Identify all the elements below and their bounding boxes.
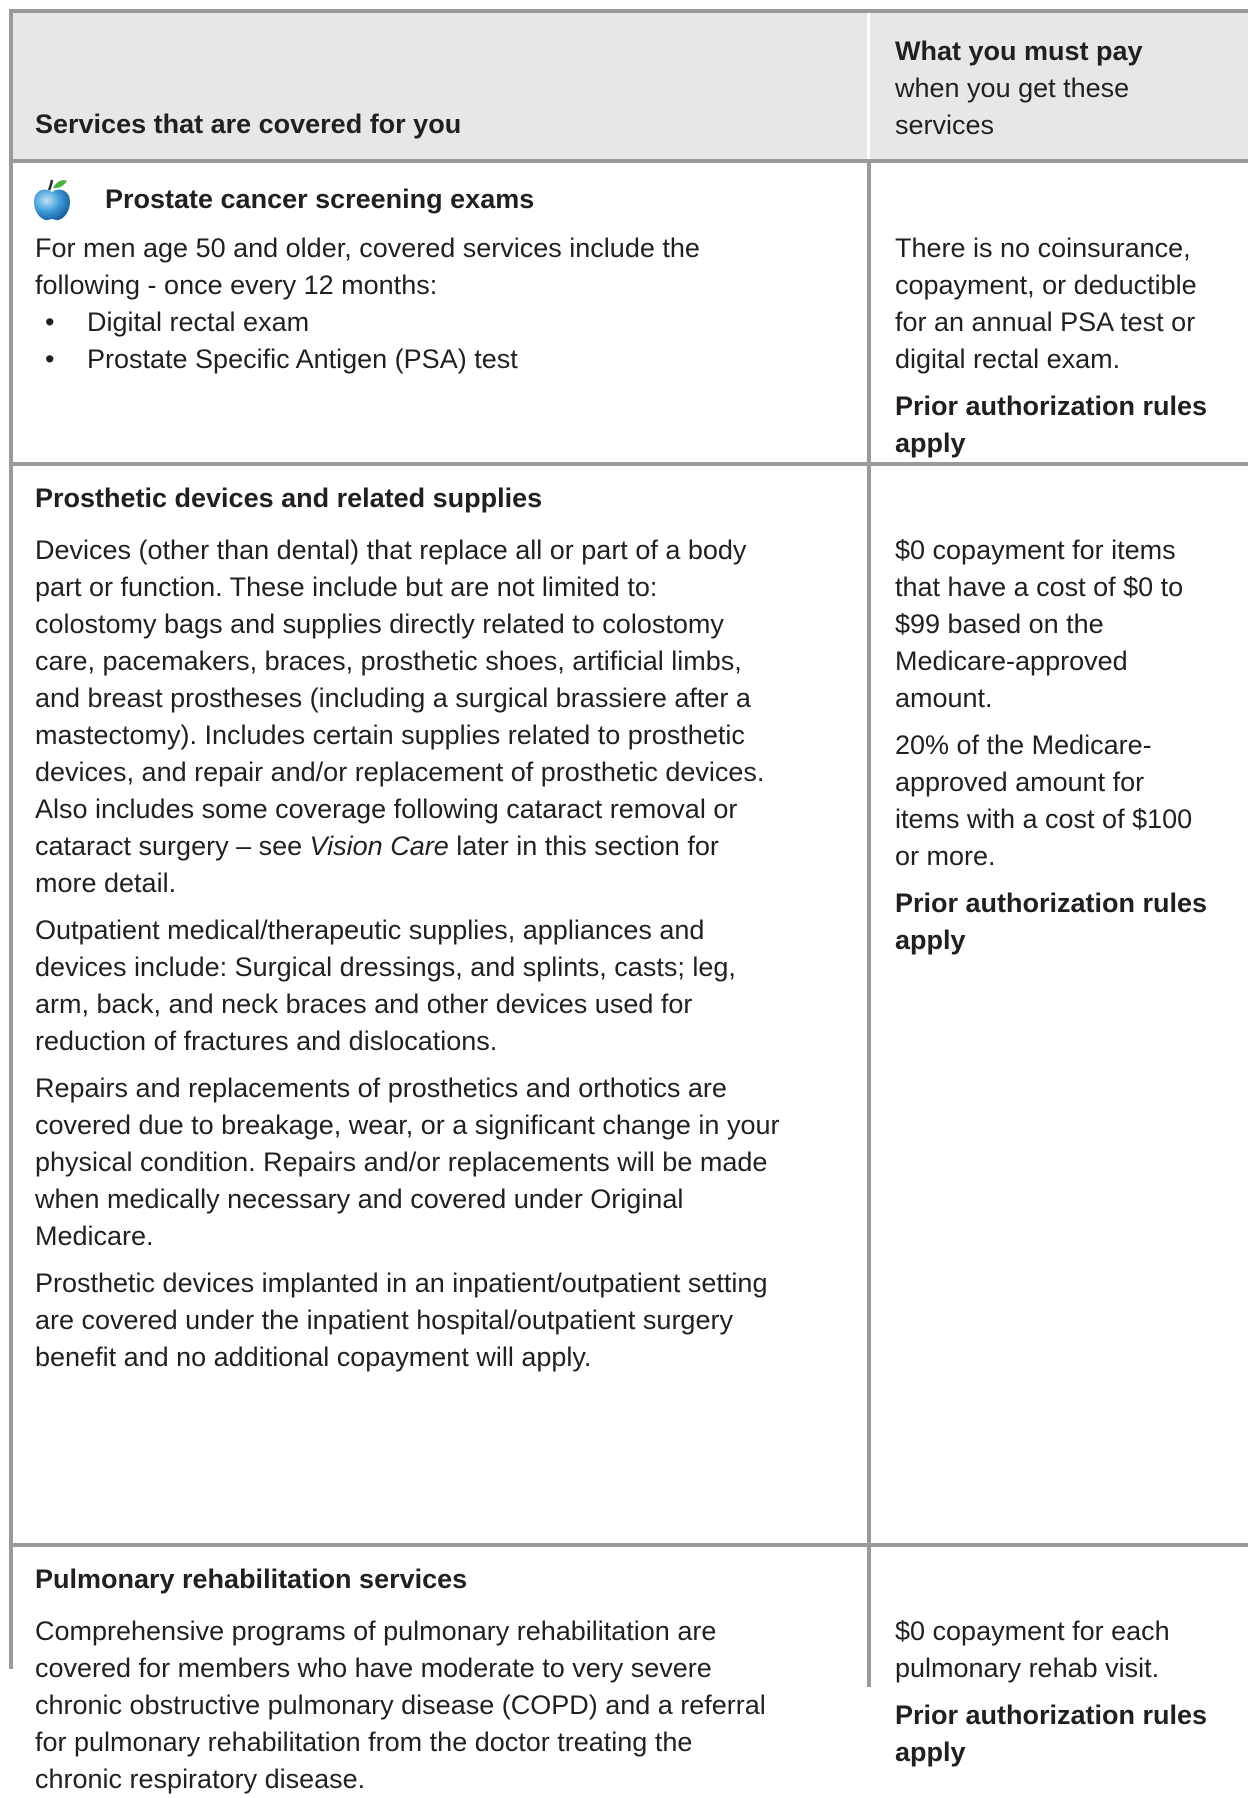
list-item: • Digital rectal exam <box>35 304 855 341</box>
text-line: Devices (other than dental) that replace all or part of a body <box>35 535 747 565</box>
pulmonary-payment <box>895 1613 1240 1771</box>
text-line: chronic obstructive pulmonary disease (COPD) and a referral <box>35 1690 766 1720</box>
prosthetic-paragraph-4 <box>35 1265 855 1376</box>
text-line: Outpatient medical/therapeutic supplies, appliances and <box>35 915 705 945</box>
prosthetic-title: Prosthetic devices and related supplies <box>35 483 543 513</box>
text-fragment: cataract surgery – see <box>35 831 310 861</box>
vision-care-reference: Vision Care <box>309 831 449 861</box>
prostate-auth-line1: Prior authorization rules <box>895 391 1208 421</box>
text-fragment: later in this section for <box>448 831 719 861</box>
text-line: Prosthetic devices implanted in an inpatient/outpatient setting <box>35 1268 768 1298</box>
text-line: covered for members who have moderate to very severe <box>35 1653 712 1683</box>
prosthetic-auth-line1: Prior authorization rules <box>895 888 1208 918</box>
prostate-intro-line1: For men age 50 and older, covered services include the <box>35 233 700 263</box>
text-line: Medicare-approved <box>895 646 1128 676</box>
text-line: covered due to breakage, wear, or a significant change in your <box>35 1110 780 1140</box>
text-line: colostomy bags and supplies directly related to colostomy <box>35 609 724 639</box>
text-line: chronic respiratory disease. <box>35 1764 366 1794</box>
text-line: or more. <box>895 841 996 871</box>
text-line: for pulmonary rehabilitation from the doctor treating the <box>35 1727 693 1757</box>
pulmonary-pay-line2: pulmonary rehab visit. <box>895 1653 1160 1683</box>
column-divider <box>867 1547 871 1687</box>
prostate-auth-line2: apply <box>895 428 966 458</box>
payment-header-line3: services <box>895 110 995 140</box>
prostate-title: Prostate cancer screening exams <box>105 184 535 214</box>
prosthetic-auth-line2: apply <box>895 925 966 955</box>
text-line: mastectomy). Includes certain supplies related to prosthetic <box>35 720 745 750</box>
pulmonary-title: Pulmonary rehabilitation services <box>35 1564 468 1594</box>
pulmonary-auth-line1: Prior authorization rules <box>895 1700 1208 1730</box>
prosthetic-paragraph-1 <box>35 532 855 902</box>
column-divider <box>867 13 870 159</box>
text-line <box>35 828 855 865</box>
prosthetic-payment <box>895 532 1240 959</box>
text-line: devices include: Surgical dressings, and splints, casts; leg, <box>35 952 736 982</box>
prostate-pay-line4: digital rectal exam. <box>895 344 1121 374</box>
prosthetic-paragraph-3 <box>35 1070 855 1255</box>
prostate-bullet-list <box>35 304 855 378</box>
payment-header-line2: when you get these <box>895 73 1130 103</box>
table-row-prostate <box>13 163 1248 466</box>
text-line: that have a cost of $0 to <box>895 572 1184 602</box>
text-line: devices, and repair and/or replacement of prosthetic devices. <box>35 757 765 787</box>
text-line: arm, back, and neck braces and other devices used for <box>35 989 693 1019</box>
prosthetic-paragraph-2 <box>35 912 855 1060</box>
text-line: 20% of the Medicare- <box>895 730 1152 760</box>
prostate-payment <box>895 230 1240 462</box>
text-line: are covered under the inpatient hospital/outpatient surgery <box>35 1305 733 1335</box>
text-line: $0 copayment for items <box>895 535 1176 565</box>
pulmonary-auth-line2: apply <box>895 1737 966 1767</box>
text-line: care, pacemakers, braces, prosthetic shoes, artificial limbs, <box>35 646 742 676</box>
pulmonary-description <box>35 1561 855 1798</box>
text-line: when medically necessary and covered under Original <box>35 1184 684 1214</box>
text-line: and breast prostheses (including a surgical brassiere after a <box>35 683 751 713</box>
text-line: items with a cost of $100 <box>895 804 1193 834</box>
payment-column-header <box>895 33 1143 144</box>
text-line: more detail. <box>35 868 177 898</box>
column-divider <box>867 163 871 462</box>
table-row-prosthetic <box>13 466 1248 1547</box>
text-line: benefit and no additional copayment will apply. <box>35 1342 592 1372</box>
table-header-row <box>13 13 1248 163</box>
benefits-table <box>9 9 1248 1794</box>
prostate-pay-line3: for an annual PSA test or <box>895 307 1196 337</box>
prostate-intro-line2: following - once every 12 months: <box>35 270 438 300</box>
pulmonary-pay-line1: $0 copayment for each <box>895 1616 1170 1646</box>
prosthetic-description <box>35 480 855 1376</box>
payment-header-bold: What you must pay <box>895 36 1143 66</box>
column-divider <box>867 466 871 1543</box>
text-line: Comprehensive programs of pulmonary rehabilitation are <box>35 1616 717 1646</box>
text-line: Repairs and replacements of prosthetics and orthotics are <box>35 1073 727 1103</box>
text-line: $99 based on the <box>895 609 1104 639</box>
text-line: amount. <box>895 683 993 713</box>
list-item: • Prostate Specific Antigen (PSA) test <box>35 341 855 378</box>
text-line: Medicare. <box>35 1221 154 1251</box>
text-line: physical condition. Repairs and/or replacements will be made <box>35 1147 768 1177</box>
services-column-header: Services that are covered for you <box>35 109 462 139</box>
prostate-pay-line1: There is no coinsurance, <box>895 233 1191 263</box>
prostate-pay-line2: copayment, or deductible <box>895 270 1197 300</box>
prosthetic-pay-block-1 <box>895 532 1240 717</box>
text-line: part or function. These include but are not limited to: <box>35 572 658 602</box>
prostate-description <box>35 181 855 378</box>
text-line: approved amount for <box>895 767 1145 797</box>
pulmonary-paragraph <box>35 1613 855 1798</box>
text-line: reduction of fractures and dislocations. <box>35 1026 498 1056</box>
text-line: Also includes some coverage following cataract removal or <box>35 794 738 824</box>
table-row-pulmonary <box>13 1547 1248 1794</box>
prosthetic-pay-block-2 <box>895 727 1240 875</box>
